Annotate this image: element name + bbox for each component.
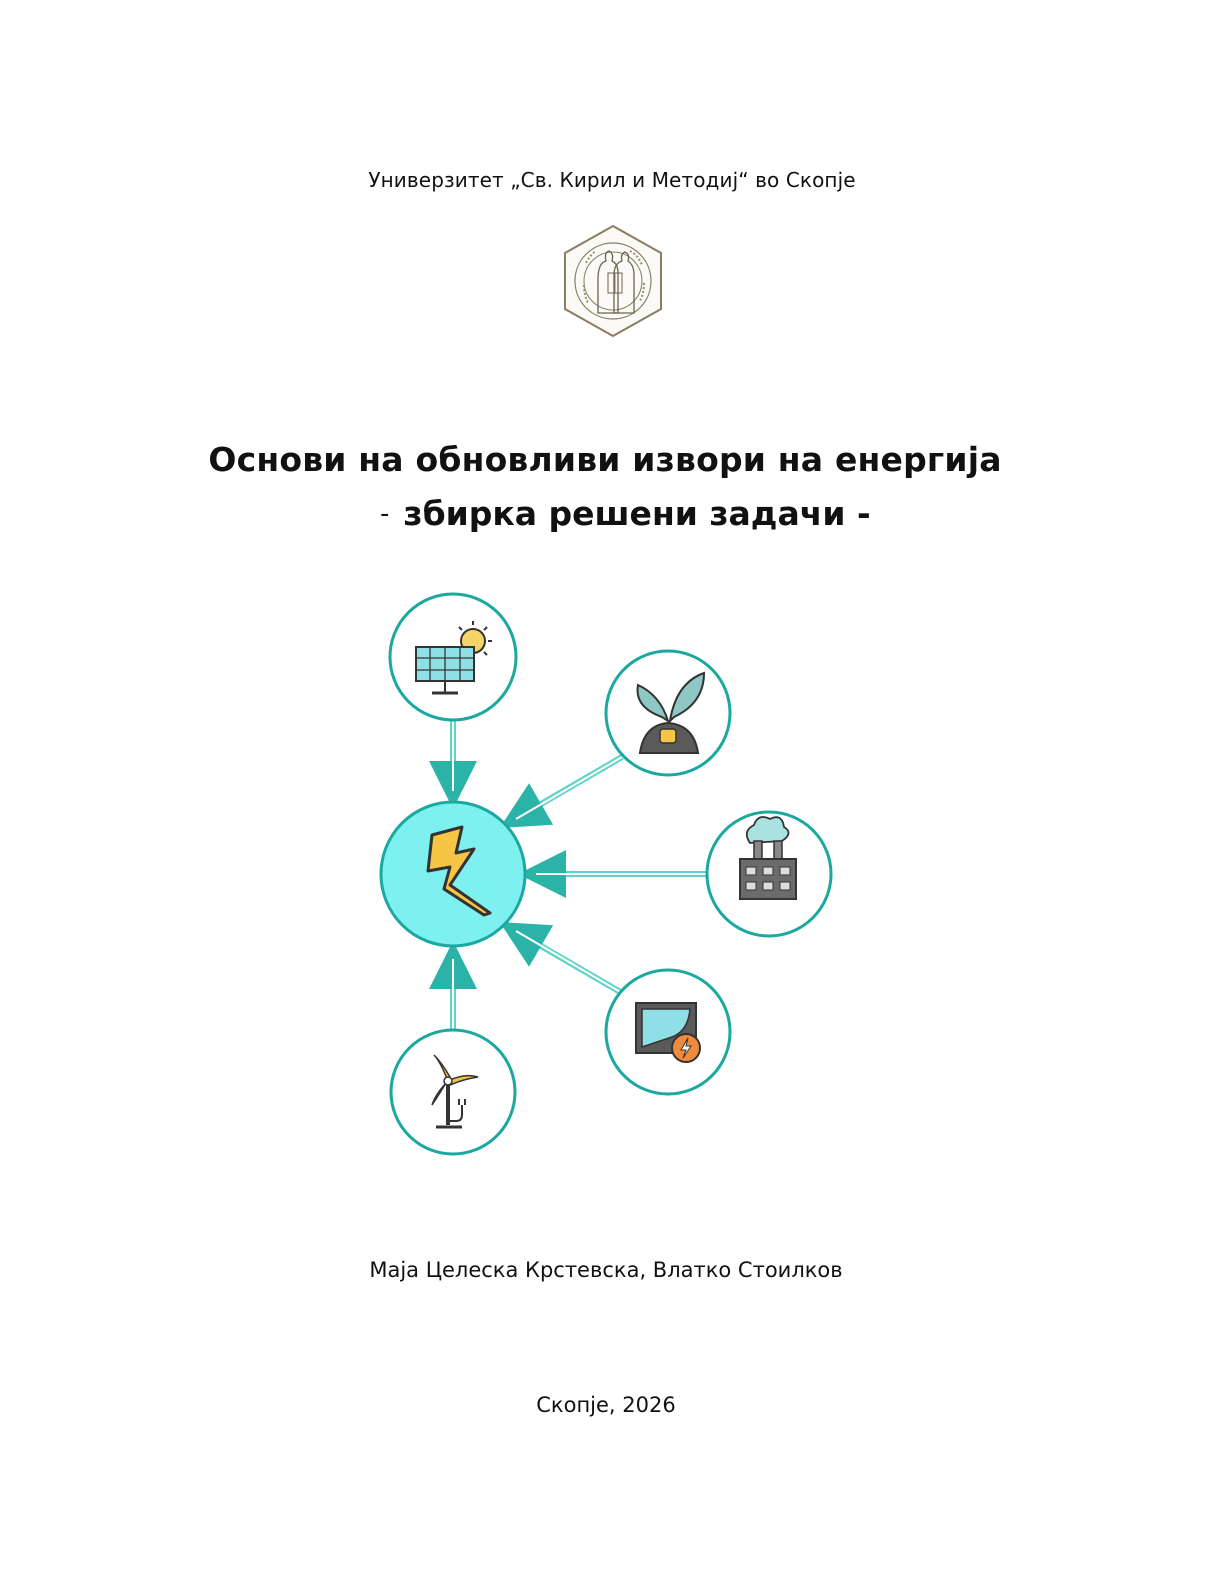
- renewable-energy-diagram: [370, 585, 850, 1165]
- factory-icon: [740, 817, 796, 899]
- hydropower-dam-icon: [636, 1003, 700, 1062]
- university-name: Универзитет „Св. Кирил и Методиј“ во Скопје: [368, 168, 856, 192]
- university-seal-icon: [560, 223, 666, 339]
- subtitle-dash: -: [380, 499, 390, 529]
- document-subtitle: [380, 494, 880, 533]
- authors: Маја Целеска Крстевска, Влатко Стоилков: [369, 1258, 843, 1282]
- document-title: Основи на обновливи извори на енергија: [208, 440, 1002, 479]
- place-and-year: Скопје, 2026: [536, 1393, 676, 1417]
- subtitle-text: збирка решени задачи -: [403, 494, 871, 533]
